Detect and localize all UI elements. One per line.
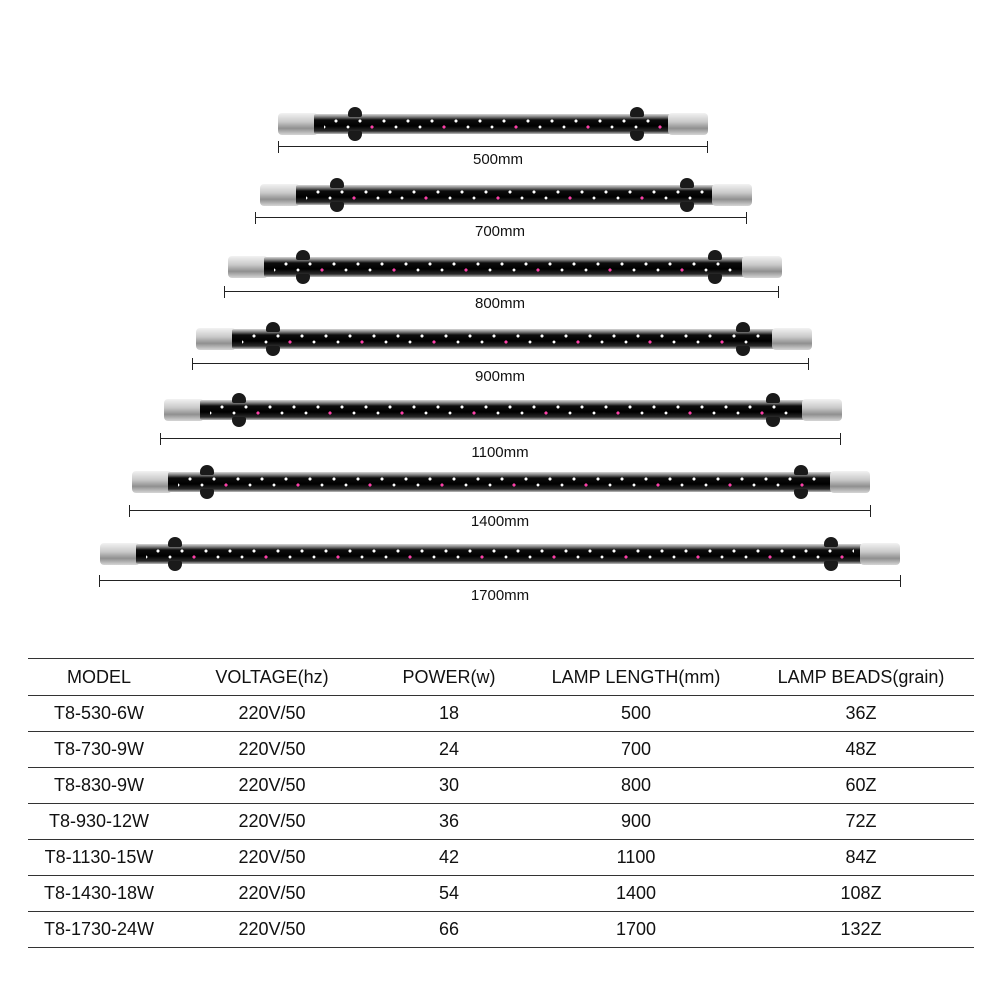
- table-row: [28, 732, 974, 768]
- cell-lamp-length: 1400: [615, 883, 657, 903]
- mounting-clip: [678, 178, 696, 212]
- led-strip: [314, 114, 672, 134]
- mounting-clip: [294, 250, 312, 284]
- dimension-line: [99, 575, 901, 587]
- end-cap: [100, 543, 140, 565]
- lamp-length-label: 700mm: [474, 223, 526, 240]
- lamp-tube-900mm: [196, 328, 812, 350]
- cell-model: T8-530-6W: [53, 703, 145, 723]
- table-row: [28, 876, 974, 912]
- lamp-tube-1100mm: [164, 399, 842, 421]
- cell-lamp-beads: 60Z: [845, 775, 877, 795]
- cell-voltage: 220V/50: [238, 847, 306, 867]
- lamp-length-label: 500mm: [472, 151, 524, 168]
- end-cap: [742, 256, 782, 278]
- cell-voltage: 220V/50: [238, 739, 306, 759]
- lamp-tube-700mm: [260, 184, 752, 206]
- header-model: MODEL: [66, 666, 131, 687]
- cell-lamp-beads: 72Z: [845, 811, 877, 831]
- cell-model: T8-730-9W: [53, 739, 145, 759]
- led-strip: [264, 257, 746, 277]
- end-cap: [228, 256, 268, 278]
- lamp-length-label: 900mm: [474, 368, 526, 385]
- end-cap: [260, 184, 300, 206]
- cell-lamp-length: 1100: [616, 847, 656, 867]
- mounting-clip: [764, 393, 782, 427]
- cell-lamp-length: 700: [620, 739, 652, 759]
- cell-lamp-length: 800: [620, 775, 652, 795]
- cell-power: 66: [438, 919, 460, 939]
- end-cap: [164, 399, 204, 421]
- lamp-length-label: 800mm: [474, 295, 526, 312]
- mounting-clip: [346, 107, 364, 141]
- cell-lamp-length: 900: [620, 811, 652, 831]
- led-strip: [168, 472, 834, 492]
- cell-lamp-length: 1700: [615, 919, 657, 939]
- led-strip: [200, 400, 806, 420]
- end-cap: [860, 543, 900, 565]
- cell-voltage: 220V/50: [238, 703, 306, 723]
- cell-voltage: 220V/50: [238, 775, 306, 795]
- mounting-clip: [734, 322, 752, 356]
- end-cap: [278, 113, 318, 135]
- table-row: [28, 912, 974, 948]
- end-cap: [802, 399, 842, 421]
- mounting-clip: [198, 465, 216, 499]
- mounting-clip: [264, 322, 282, 356]
- lamp-length-label: 1100mm: [471, 444, 529, 461]
- mounting-clip: [628, 107, 646, 141]
- header-lamp-length: LAMP LENGTH(mm): [551, 666, 721, 687]
- cell-lamp-length: 500: [620, 703, 652, 723]
- table-row: [28, 840, 974, 876]
- header-lamp-beads: LAMP BEADS(grain): [777, 666, 945, 687]
- cell-power: 30: [438, 775, 460, 795]
- table-row: [28, 696, 974, 732]
- mounting-clip: [822, 537, 840, 571]
- cell-model: T8-930-12W: [48, 811, 150, 831]
- mounting-clip: [706, 250, 724, 284]
- end-cap: [830, 471, 870, 493]
- table-row: [28, 804, 974, 840]
- cell-lamp-beads: 36Z: [845, 703, 877, 723]
- end-cap: [712, 184, 752, 206]
- cell-model: T8-1130-15W: [44, 847, 154, 867]
- cell-power: 36: [438, 811, 460, 831]
- lamp-tube-800mm: [228, 256, 782, 278]
- cell-power: 42: [438, 847, 460, 867]
- mounting-clip: [166, 537, 184, 571]
- cell-power: 54: [438, 883, 460, 903]
- cell-lamp-beads: 108Z: [840, 883, 882, 903]
- cell-lamp-beads: 84Z: [845, 847, 877, 867]
- table-header-row: [28, 659, 974, 696]
- mounting-clip: [230, 393, 248, 427]
- table-row: [28, 768, 974, 804]
- cell-power: 18: [438, 703, 460, 723]
- specification-table: [28, 658, 974, 948]
- cell-model: T8-830-9W: [53, 775, 145, 795]
- end-cap: [772, 328, 812, 350]
- header-power: POWER(w): [402, 666, 496, 687]
- lamp-length-label: 1400mm: [470, 513, 530, 530]
- end-cap: [196, 328, 236, 350]
- lamp-tube-1700mm: [100, 543, 900, 565]
- cell-voltage: 220V/50: [238, 883, 306, 903]
- end-cap: [132, 471, 172, 493]
- cell-model: T8-1730-24W: [43, 919, 155, 939]
- header-voltage: VOLTAGE(hz): [215, 666, 329, 687]
- cell-lamp-beads: 48Z: [845, 739, 877, 759]
- lamp-tube-500mm: [278, 113, 708, 135]
- lamp-length-label: 1700mm: [470, 587, 530, 604]
- led-strip: [296, 185, 716, 205]
- cell-voltage: 220V/50: [238, 811, 306, 831]
- end-cap: [668, 113, 708, 135]
- cell-model: T8-1430-18W: [43, 883, 155, 903]
- led-strip: [232, 329, 776, 349]
- mounting-clip: [328, 178, 346, 212]
- cell-power: 24: [438, 739, 460, 759]
- lamp-tube-1400mm: [132, 471, 870, 493]
- led-strip: [136, 544, 864, 564]
- cell-lamp-beads: 132Z: [840, 919, 882, 939]
- cell-voltage: 220V/50: [238, 919, 306, 939]
- mounting-clip: [792, 465, 810, 499]
